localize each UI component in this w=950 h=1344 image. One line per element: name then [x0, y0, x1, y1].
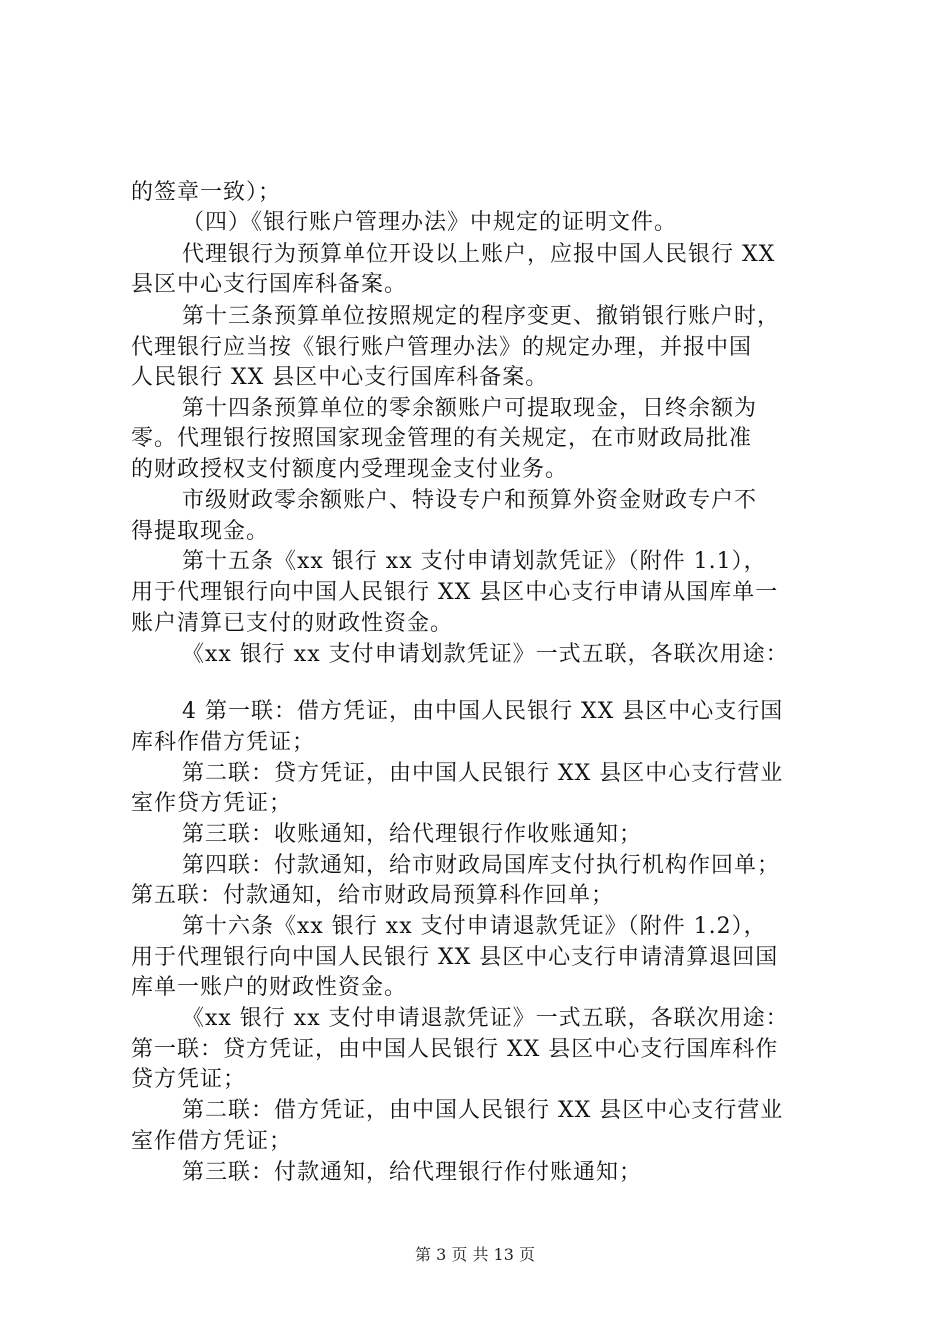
- body-line: 的财政授权支付额度内受理现金支付业务。: [131, 457, 569, 482]
- body-line: 第二联：贷方凭证，由中国人民银行 XX 县区中心支行营业: [182, 761, 784, 786]
- page-number-footer: 第 3 页 共 13 页: [415, 1245, 535, 1264]
- body-line: 第十六条《xx 银行 xx 支付申请退款凭证》（附件 1.2），: [182, 914, 767, 939]
- body-line: 县区中心支行国库科备案。: [131, 272, 408, 297]
- body-line: （四）《银行账户管理办法》中规定的证明文件。: [182, 210, 678, 235]
- body-line: 得提取现金。: [131, 519, 270, 544]
- body-line: 账户清算已支付的财政性资金。: [131, 611, 454, 636]
- body-line: 第二联：借方凭证，由中国人民银行 XX 县区中心支行营业: [182, 1098, 784, 1123]
- body-line: 贷方凭证；: [131, 1067, 247, 1092]
- body-line: 《xx 银行 xx 支付申请退款凭证》一式五联，各联次用途：: [182, 1006, 789, 1031]
- body-line: 室作贷方凭证；: [131, 791, 293, 816]
- body-line: 第五联：付款通知，给市财政局预算科作回单；: [131, 883, 615, 908]
- body-line: 室作借方凭证；: [131, 1129, 293, 1154]
- body-line: 用于代理银行向中国人民银行 XX 县区中心支行申请清算退回国: [131, 945, 779, 970]
- body-line: 第一联：贷方凭证，由中国人民银行 XX 县区中心支行国库科作: [131, 1037, 779, 1062]
- body-line: 零。代理银行按照国家现金管理的有关规定，在市财政局批准: [131, 426, 753, 451]
- body-line: 第十四条预算单位的零余额账户可提取现金，日终余额为: [182, 396, 758, 421]
- body-line: 第三联：收账通知，给代理银行作收账通知；: [182, 822, 643, 847]
- body-line: 第十五条《xx 银行 xx 支付申请划款凭证》（附件 1.1），: [182, 549, 767, 574]
- body-line: 用于代理银行向中国人民银行 XX 县区中心支行申请从国库单一: [131, 580, 779, 605]
- body-line: 市级财政零余额账户、特设专户和预算外资金财政专户不: [182, 488, 758, 513]
- body-line: 第三联：付款通知，给代理银行作付账通知；: [182, 1160, 643, 1185]
- body-line: 《xx 银行 xx 支付申请划款凭证》一式五联，各联次用途：: [182, 642, 789, 667]
- body-line: 库科作借方凭证；: [131, 730, 316, 755]
- body-line: 代理银行为预算单位开设以上账户，应报中国人民银行 XX: [182, 242, 776, 267]
- body-line: 库单一账户的财政性资金。: [131, 975, 408, 1000]
- body-line: 人民银行 XX 县区中心支行国库科备案。: [131, 365, 549, 390]
- body-line: 第十三条预算单位按照规定的程序变更、撤销银行账户时，: [182, 304, 781, 329]
- body-line: 4 第一联：借方凭证，由中国人民银行 XX 县区中心支行国: [182, 699, 784, 724]
- body-line: 第四联：付款通知，给市财政局国库支付执行机构作回单；: [182, 853, 781, 878]
- body-line: 的签章一致）；: [131, 180, 282, 205]
- body-line: 代理银行应当按《银行账户管理办法》的规定办理，并报中国: [131, 335, 753, 360]
